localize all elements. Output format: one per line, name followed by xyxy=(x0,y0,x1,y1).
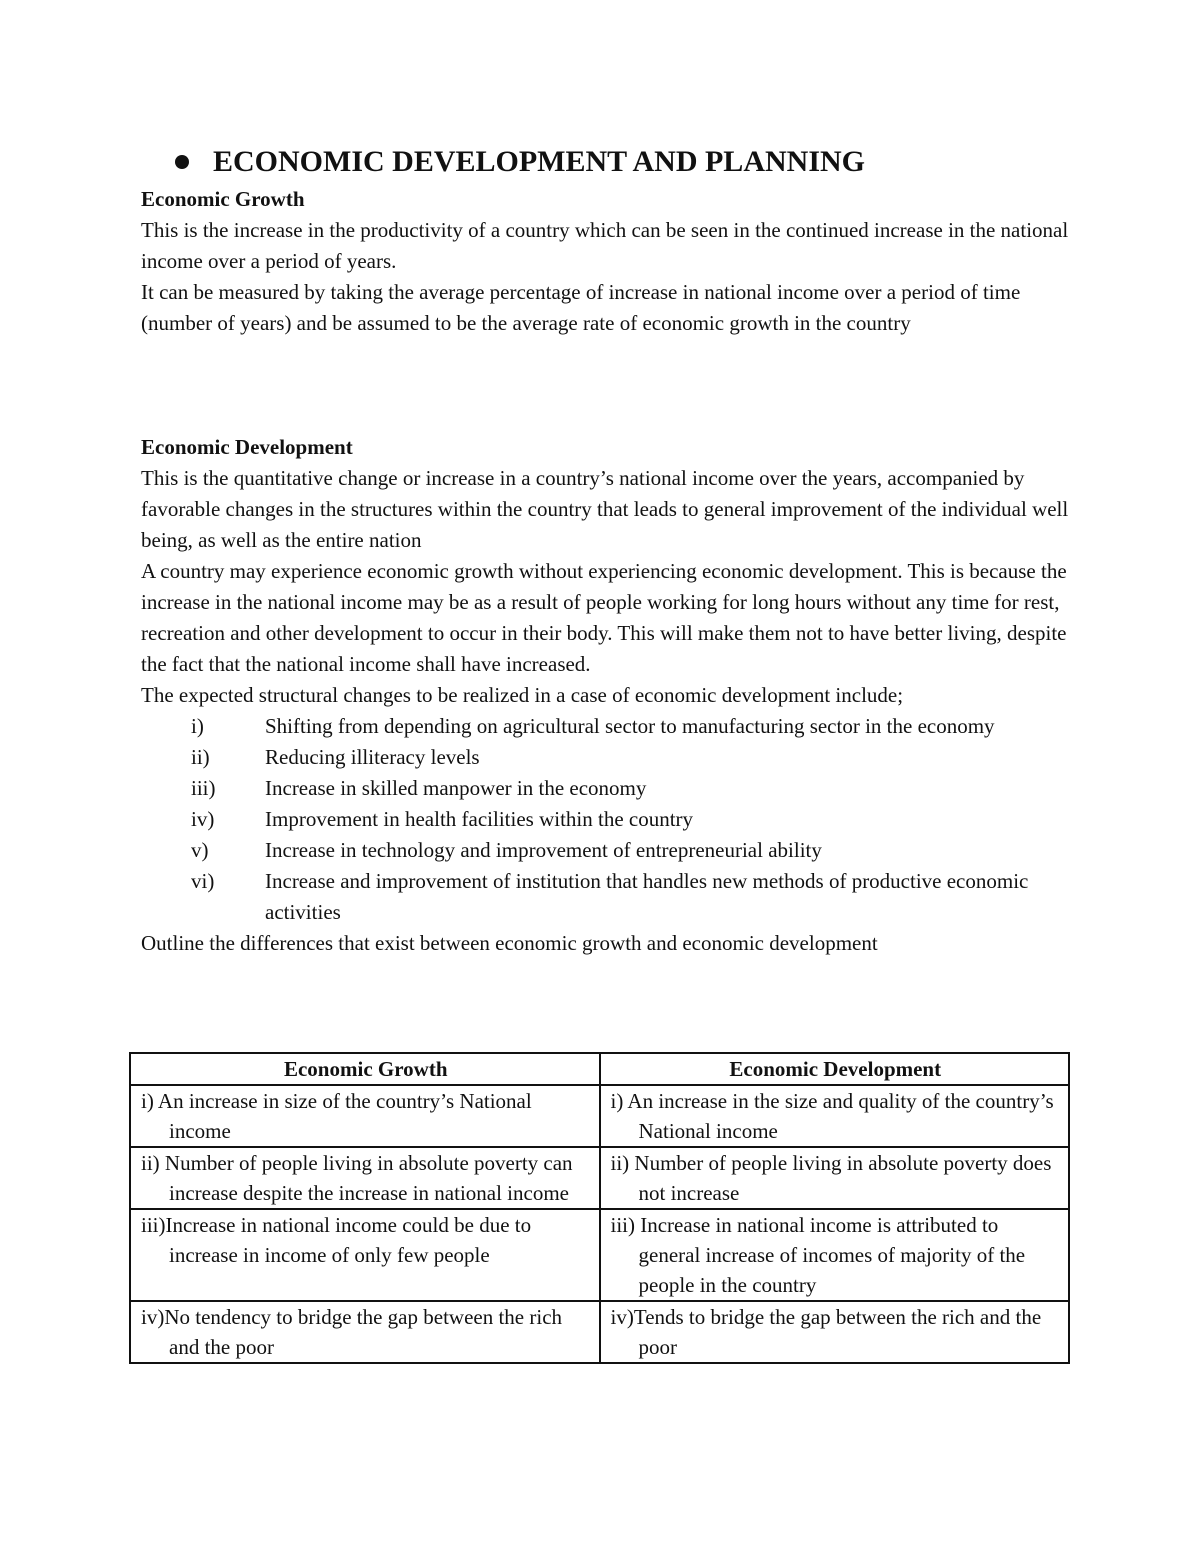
list-item xyxy=(141,835,1071,866)
list-item-number: iii) xyxy=(191,776,216,800)
spacer xyxy=(141,339,1071,432)
development-paragraph-2: A country may experience economic growth without experiencing economic development. This is because the increase in the national income may be as a result of people working for long hours without any time for rest, recreation and other development to occur in their body. This will make them not to have better living, despite the fact that the national income shall have increased. xyxy=(141,559,1067,676)
structural-changes-list xyxy=(141,711,1071,928)
table-row xyxy=(130,1209,1069,1301)
growth-paragraph-2: It can be measured by taking the average percentage of increase in national income over a period of time (number of years) and be assumed to be the average rate of economic growth in the country xyxy=(141,280,1021,335)
list-item-number: vi) xyxy=(191,869,215,893)
table-cell xyxy=(600,1085,1070,1147)
comparison-table xyxy=(129,1052,1070,1364)
development-paragraph-1: This is the quantitative change or increase in a country’s national income over the years, accompanied by favorable changes in the structures within the country that leads to general improvement of the individual well being, as well as the entire nation xyxy=(141,466,1069,552)
development-cell-text: ii) Number of people living in absolute poverty does not increase xyxy=(610,1151,1052,1205)
list-item-number: ii) xyxy=(191,745,210,769)
table-header-row xyxy=(130,1053,1069,1085)
development-cell-text: iii) Increase in national income is attributed to general increase of incomes of majority of the people in the country xyxy=(610,1213,1026,1297)
table-row xyxy=(130,1085,1069,1147)
list-item xyxy=(141,866,1071,928)
list-item xyxy=(141,804,1071,835)
page-title: ECONOMIC DEVELOPMENT AND PLANNING xyxy=(213,145,865,178)
development-paragraph-3: The expected structural changes to be realized in a case of economic development include; xyxy=(141,683,904,707)
growth-cell-text: i) An increase in size of the country’s National income xyxy=(141,1089,532,1143)
column-header-development: Economic Development xyxy=(600,1053,1070,1085)
growth-cell-text: iv)No tendency to bridge the gap between the rich and the poor xyxy=(141,1305,563,1359)
list-item-text: Reducing illiteracy levels xyxy=(265,745,480,769)
table-row xyxy=(130,1301,1069,1363)
bullet-icon xyxy=(175,155,189,169)
table-cell xyxy=(130,1085,600,1147)
list-item xyxy=(141,742,1071,773)
list-item xyxy=(141,773,1071,804)
table-cell xyxy=(130,1147,600,1209)
main-heading xyxy=(141,140,1071,184)
list-item-text: Improvement in health facilities within the country xyxy=(265,807,694,831)
list-item-text: Increase in technology and improvement of entrepreneurial ability xyxy=(265,838,822,862)
development-cell-text: iv)Tends to bridge the gap between the rich and the poor xyxy=(610,1305,1042,1359)
table-cell xyxy=(130,1301,600,1363)
growth-cell-text: ii) Number of people living in absolute poverty can increase despite the increase in national income xyxy=(141,1151,573,1205)
outline-question: Outline the differences that exist between economic growth and economic development xyxy=(141,931,878,955)
list-item-text: Shifting from depending on agricultural sector to manufacturing sector in the economy xyxy=(265,714,995,738)
list-item-number: iv) xyxy=(191,807,215,831)
growth-paragraph-1: This is the increase in the productivity of a country which can be seen in the continued increase in the national income over a period of years. xyxy=(141,218,1069,273)
growth-heading: Economic Growth xyxy=(141,187,305,211)
column-header-growth: Economic Growth xyxy=(130,1053,600,1085)
table-cell xyxy=(130,1209,600,1301)
development-heading: Economic Development xyxy=(141,435,353,459)
list-item-text: Increase and improvement of institution that handles new methods of productive economic activities xyxy=(265,869,1029,924)
table-cell xyxy=(600,1209,1070,1301)
growth-cell-text: iii)Increase in national income could be due to increase in income of only few people xyxy=(141,1213,532,1267)
list-item-number: i) xyxy=(191,714,204,738)
development-cell-text: i) An increase in the size and quality of the country’s National income xyxy=(610,1089,1054,1143)
list-item-text: Increase in skilled manpower in the economy xyxy=(265,776,647,800)
table-cell xyxy=(600,1301,1070,1363)
table-cell xyxy=(600,1147,1070,1209)
list-item xyxy=(141,711,1071,742)
list-item-number: v) xyxy=(191,838,209,862)
table-row xyxy=(130,1147,1069,1209)
document-body xyxy=(141,140,1071,959)
